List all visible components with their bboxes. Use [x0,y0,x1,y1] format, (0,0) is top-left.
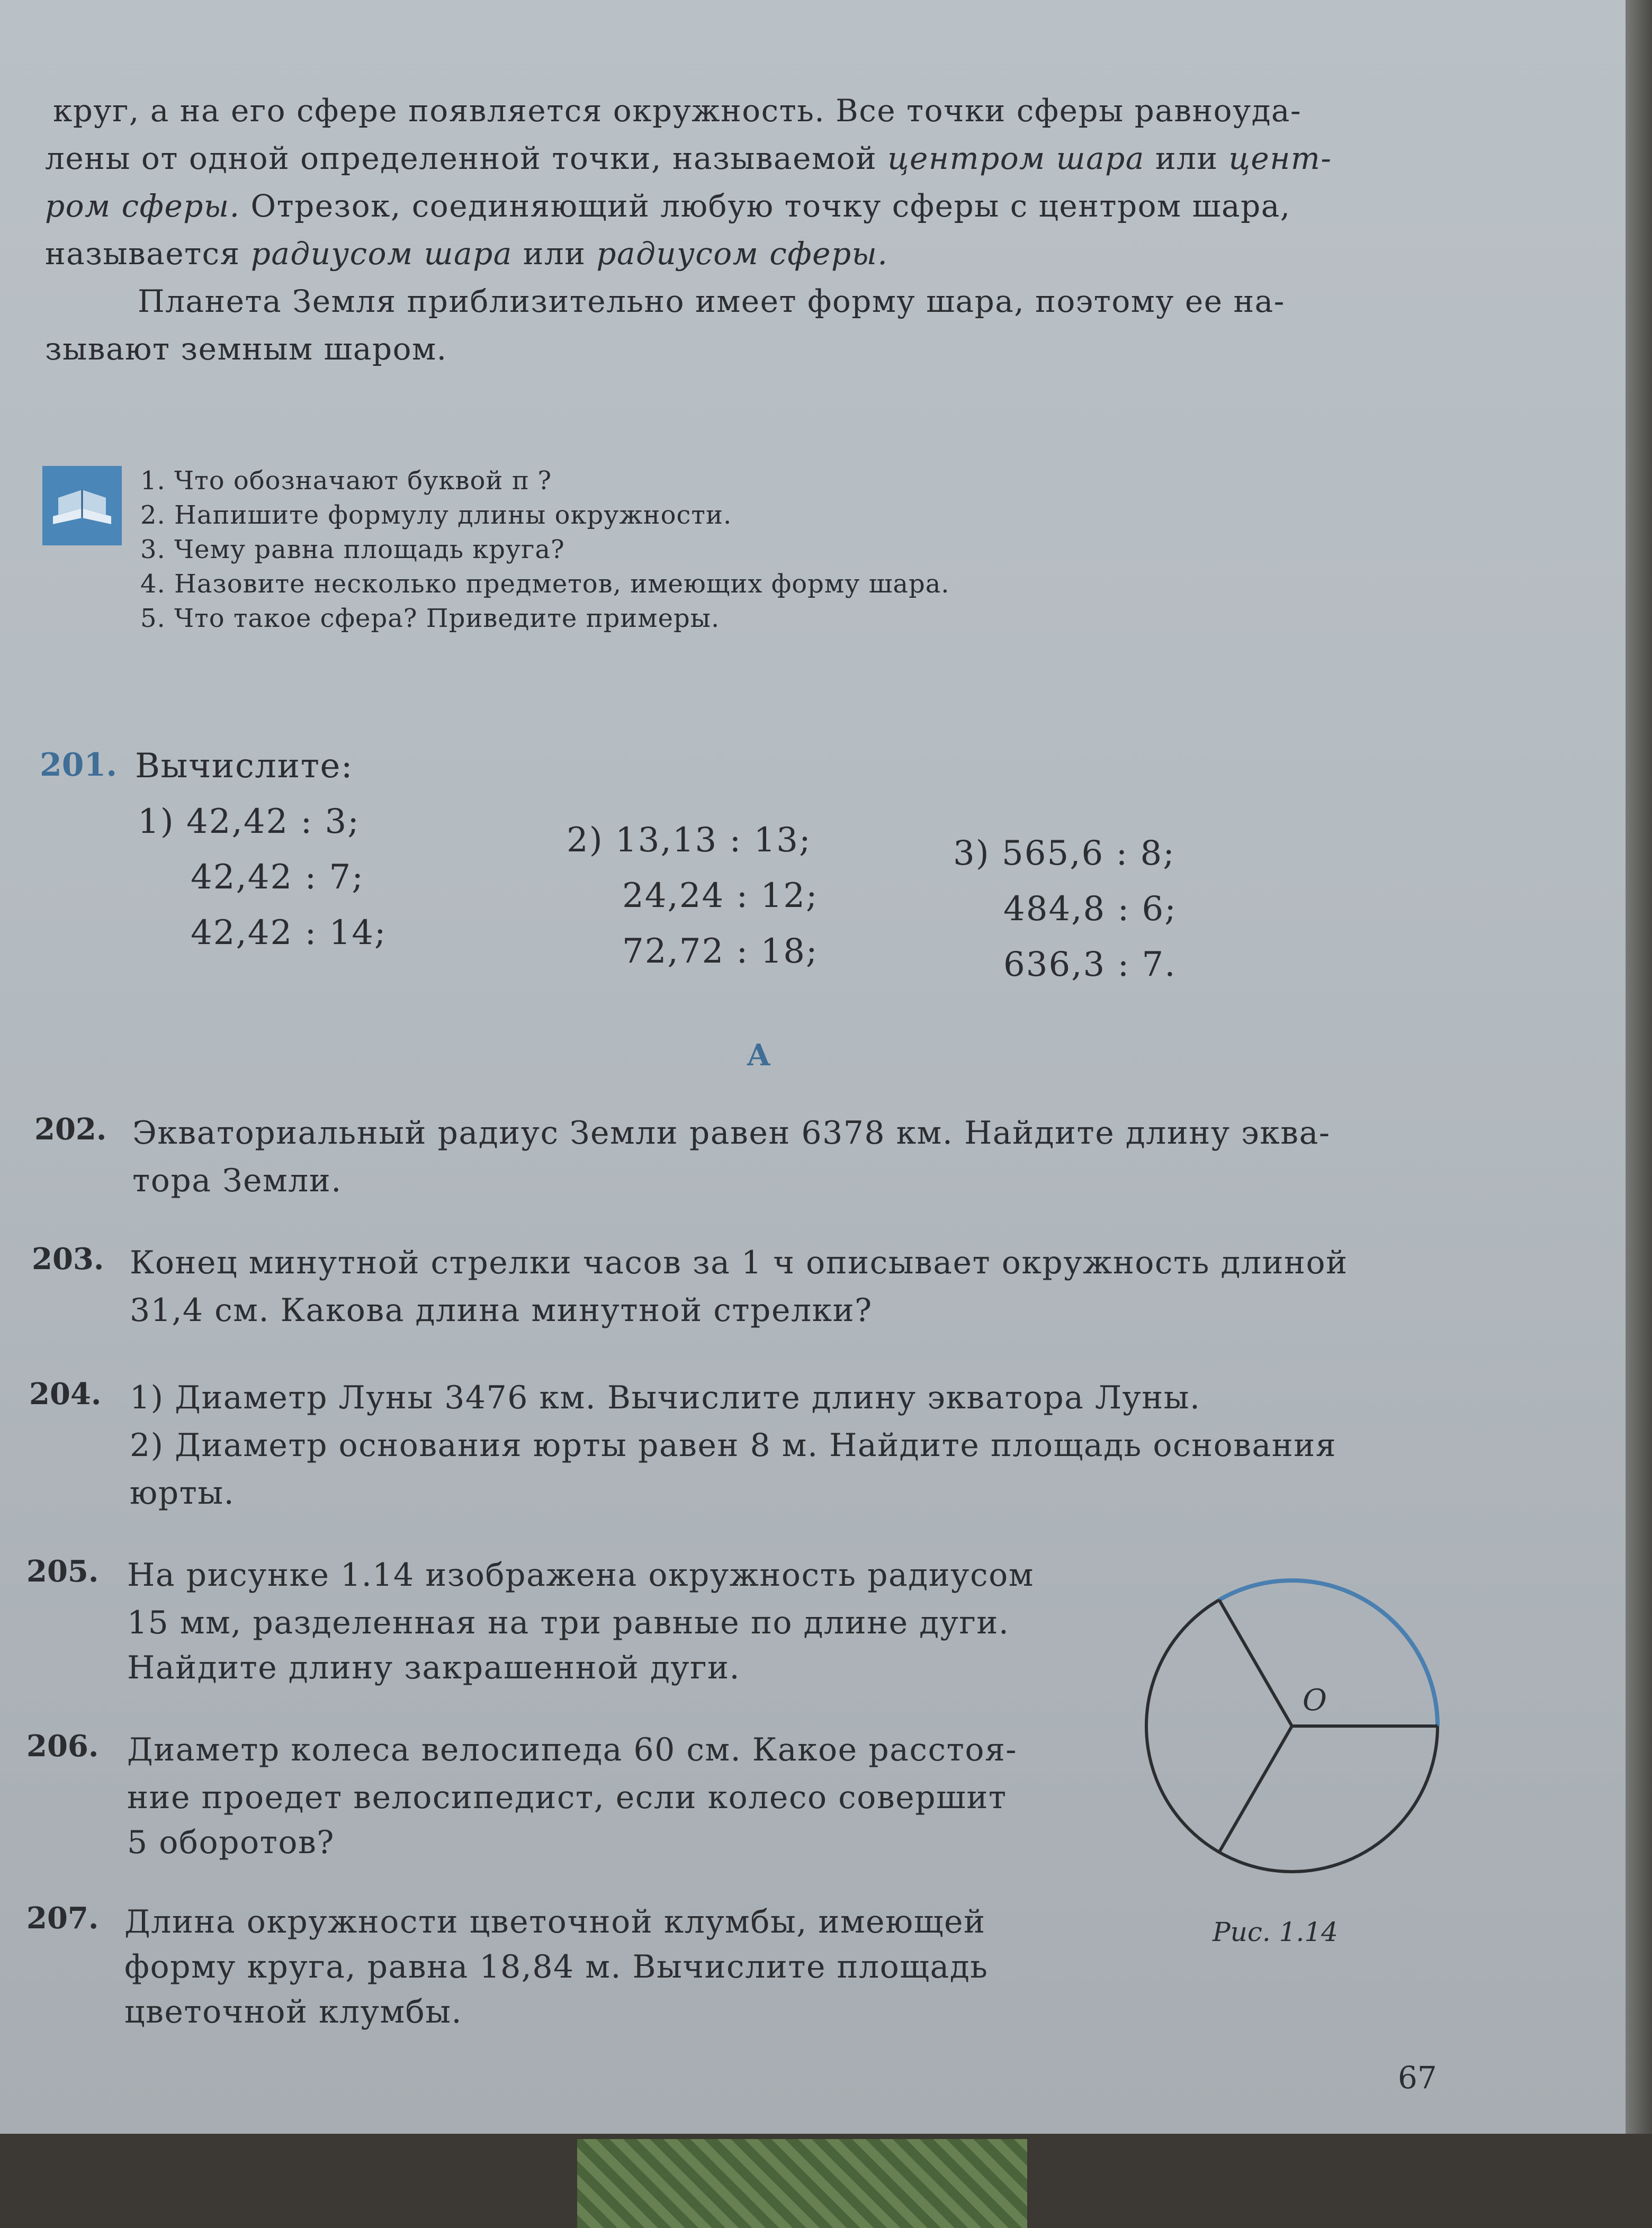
radius-line-lower-left [1219,1726,1292,1852]
exercise-207-line-1: Длина окружности цветочной клумбы, имеющей [124,1903,986,1940]
exercise-206-line-2: ние проедет велосипедист, если колесо совершит [127,1779,1007,1816]
theory-line-4 [45,236,888,272]
term-radius-ball: радиусом шара [250,236,513,272]
exercise-206-number: 206. [26,1729,99,1764]
exercise-203-line-2: 31,4 см. Какова длина минутной стрелки? [130,1292,873,1329]
theory-text: лены от одной определенной точки, называемой [45,140,877,176]
ex201-col2-row2: 24,24 : 12; [622,876,819,915]
exercise-202-line-2: тора Земли. [132,1162,342,1199]
exercise-207-number: 207. [26,1901,99,1936]
term-radius-sphere: радиусом сферы. [596,236,888,272]
exercise-207-line-3: цветочной клумбы. [124,1993,463,2031]
theory-text: зывают земным шаром. [45,331,447,367]
exercise-201-number: 201. [40,747,118,784]
question-1: 1. Что обозначают буквой π ? [140,466,552,496]
figure-circle-three-arcs [1133,1567,1451,1885]
exercise-205-number: 205. [26,1554,99,1589]
exercise-204-line-2: 2) Диаметр основания юрты равен 8 м. Найдите площадь основания [130,1427,1337,1464]
question-2: 2. Напишите формулу длины окружности. [140,500,732,530]
exercise-203-line-1: Конец минутной стрелки часов за 1 ч описывает окружность длиной [130,1244,1348,1281]
theory-line-3 [45,188,1291,224]
ex201-col3-row1: 3) 565,6 : 8; [953,834,1175,873]
question-3: 3. Чему равна площадь круга? [140,535,565,564]
exercise-202-number: 202. [34,1112,107,1147]
term-center-sphere-start: цент- [1228,140,1332,176]
shaded-arc [1219,1580,1438,1726]
question-5: 5. Что такое сфера? Приведите примеры. [140,604,720,633]
ex201-col3-row2: 484,8 : 6; [1003,890,1177,929]
ex201-col3-row3: 636,3 : 7. [1003,945,1177,984]
theory-text: Планета Земля приблизительно имеет форму шара, поэтому ее на- [138,283,1285,319]
theory-text: круг, а на его сфере появляется окружность. Все точки сферы равноуда- [53,93,1302,129]
theory-text: или [523,236,586,272]
exercise-205-line-1: На рисунке 1.14 изображена окружность радиусом [127,1557,1034,1594]
exercise-204-line-3: юрты. [130,1475,235,1512]
ex201-col1-row3: 42,42 : 14; [191,913,387,953]
exercise-203-number: 203. [32,1242,104,1277]
exercise-206-line-1: Диаметр колеса велосипеда 60 см. Какое расстоя- [127,1731,1018,1768]
figure-caption: Рис. 1.14 [1213,1917,1338,1947]
theory-text: Отрезок, соединяющий любую точку сферы с центром шара, [250,188,1291,224]
radius-line-upper-left [1219,1600,1292,1726]
exercise-205-line-2: 15 мм, разделенная на три равные по длине дуги. [127,1604,1010,1641]
ex201-col1-row1: 1) 42,42 : 3; [138,802,360,841]
exercise-204-line-1: 1) Диаметр Луны 3476 км. Вычислите длину экватора Луны. [130,1379,1201,1416]
page-edge-shadow [1626,0,1652,2134]
background-fabric [577,2139,1027,2228]
ex201-col1-row2: 42,42 : 7; [191,858,364,897]
theory-line-6 [45,331,447,367]
page-number: 67 [1398,2060,1437,2096]
center-label: O [1303,1683,1327,1718]
ex201-col2-row3: 72,72 : 18; [622,932,819,971]
theory-line-5 [138,283,1285,319]
exercise-206-line-3: 5 оборотов? [127,1824,335,1861]
book-icon [42,466,122,545]
term-center-sphere-end: ром сферы. [45,188,240,224]
exercise-205-line-3: Найдите длину закрашенной дуги. [127,1649,741,1686]
theory-text: называется [45,236,240,272]
theory-line-1 [53,93,1301,129]
exercise-204-number: 204. [29,1377,102,1412]
ex201-col2-row1: 2) 13,13 : 13; [567,821,812,860]
exercise-201-title: Вычислите: [135,747,353,786]
section-letter: А [747,1038,771,1073]
exercise-207-line-2: форму круга, равна 18,84 м. Вычислите площадь [124,1948,989,1986]
theory-line-2 [45,140,1332,176]
exercise-202-line-1: Экваториальный радиус Земли равен 6378 км. Найдите длину эква- [132,1115,1331,1152]
theory-text: или [1155,140,1218,176]
question-4: 4. Назовите несколько предметов, имеющих форму шара. [140,569,950,599]
term-center-ball: центром шара [887,140,1145,176]
